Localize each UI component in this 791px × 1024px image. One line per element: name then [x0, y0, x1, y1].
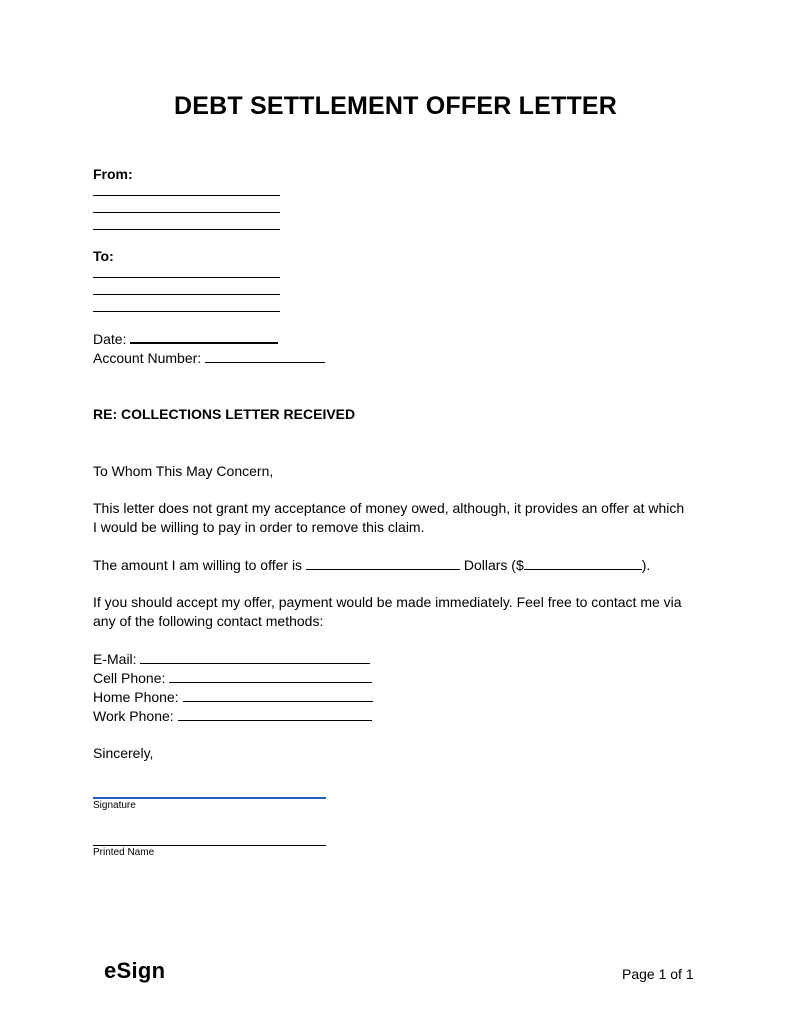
- from-line-3[interactable]: [93, 229, 280, 230]
- to-line-1[interactable]: [93, 277, 280, 278]
- offer-amount-words-field[interactable]: [306, 557, 460, 570]
- page-number: Page 1 of 1: [622, 966, 694, 982]
- salutation: To Whom This May Concern,: [93, 463, 274, 479]
- email-row: [93, 650, 370, 669]
- paragraph-1-line-2: I would be willing to pay in order to remove this claim.: [93, 519, 425, 535]
- home-phone-field[interactable]: [183, 689, 373, 702]
- printed-name-label: Printed Name: [93, 847, 155, 858]
- offer-dollars-label: Dollars ($: [463, 557, 524, 573]
- paragraph-1-line-1: This letter does not grant my acceptance of money owed, although, it provides an offer at which: [93, 500, 685, 516]
- esign-logo: eSign: [104, 958, 166, 983]
- offer-amount-number-field[interactable]: [524, 557, 642, 570]
- cell-phone-label: Cell Phone:: [93, 670, 166, 686]
- offer-prefix: The amount I am willing to offer is: [93, 557, 303, 573]
- paragraph-2-line-1: If you should accept my offer, payment would be made immediately. Feel free to contact me via: [93, 594, 682, 610]
- date-row: [93, 330, 278, 349]
- from-line-2[interactable]: [93, 212, 280, 213]
- cell-phone-field[interactable]: [169, 670, 372, 683]
- page-title: DEBT SETTLEMENT OFFER LETTER: [173, 92, 618, 120]
- paragraph-2-line-2: any of the following contact methods:: [93, 613, 324, 629]
- to-line-3[interactable]: [93, 311, 280, 312]
- to-line-2[interactable]: [93, 294, 280, 295]
- signature-label: Signature: [93, 800, 136, 811]
- printed-name-field[interactable]: [93, 845, 326, 846]
- signature-field[interactable]: [93, 797, 326, 799]
- account-number-label: Account Number:: [93, 350, 202, 366]
- email-field[interactable]: [140, 651, 370, 664]
- email-label: E-Mail:: [93, 651, 137, 667]
- offer-suffix: ).: [641, 557, 651, 573]
- to-label: To:: [93, 248, 114, 264]
- work-phone-label: Work Phone:: [93, 708, 174, 724]
- work-phone-row: [93, 707, 372, 726]
- work-phone-field[interactable]: [178, 708, 372, 721]
- from-label: From:: [93, 166, 133, 182]
- cell-phone-row: [93, 669, 372, 688]
- re-line: RE: COLLECTIONS LETTER RECEIVED: [93, 406, 356, 422]
- from-line-1[interactable]: [93, 195, 280, 196]
- home-phone-row: [93, 688, 373, 707]
- offer-row: [93, 556, 650, 575]
- date-label: Date:: [93, 331, 127, 347]
- account-row: [93, 349, 325, 368]
- date-field[interactable]: [130, 330, 278, 344]
- closing: Sincerely,: [93, 745, 154, 761]
- home-phone-label: Home Phone:: [93, 689, 179, 705]
- account-number-field[interactable]: [205, 350, 325, 363]
